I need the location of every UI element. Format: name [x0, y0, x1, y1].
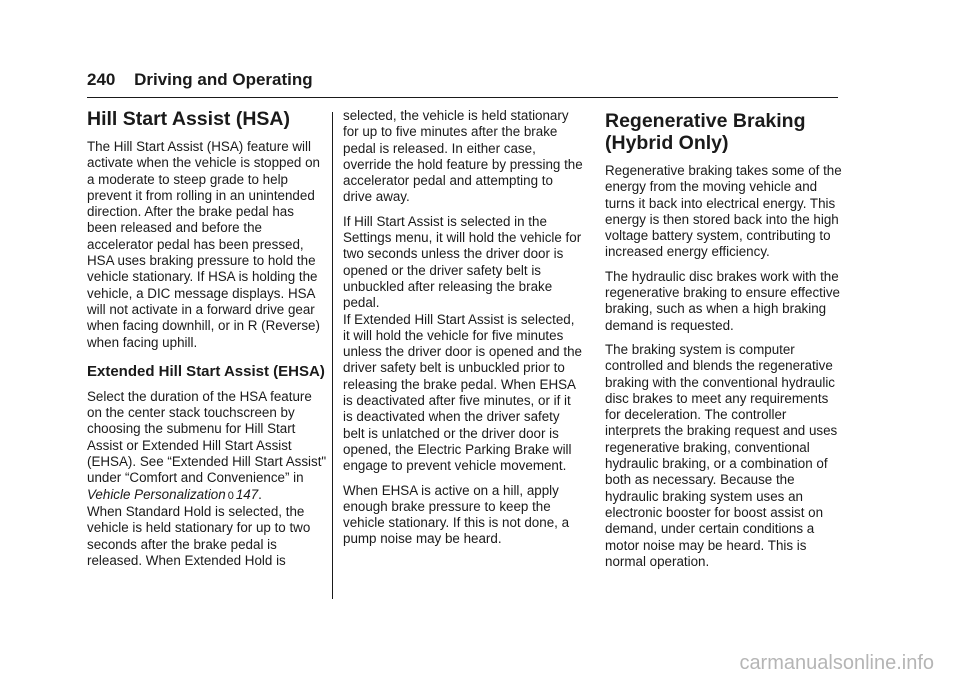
- regen-paragraph-2: The hydraulic disc brakes work with the regenerative braking to ensure effective braking, such as when a high braking demand is requested.: [605, 268, 840, 333]
- hsa-heading: Hill Start Assist (HSA): [87, 108, 290, 130]
- column-right: [605, 108, 845, 578]
- header-rule: [87, 97, 838, 98]
- ehsa-paragraph: [87, 389, 327, 504]
- standard-hold-paragraph: When Standard Hold is selected, the vehicle is held stationary for up to two seconds after the brake pedal is released. When Extended Hold is: [87, 503, 311, 568]
- personalization-link[interactable]: Vehicle Personalization: [87, 486, 226, 502]
- hsa-paragraph: The Hill Start Assist (HSA) feature will activate when the vehicle is stopped on a moderate to steep grade to help prevent it from rolling in an unintended direction. After the brake pedal has been released and before the accelerator pedal has been pressed, HSA uses braking pressure to hold the vehicle stationary. If HSA is holding the vehicle, a DIC message displays. HSA will not activate in a forward drive gear when facing downhill, or in R (Reverse) when facing uphill.: [87, 139, 320, 350]
- ehsa-heading: Extended Hill Start Assist (EHSA): [87, 362, 325, 380]
- page-header: [87, 70, 313, 90]
- regen-heading: Regenerative Braking (Hybrid Only): [605, 110, 806, 154]
- hsa-settings-paragraph: If Hill Start Assist is selected in the Settings menu, it will hold the vehicle for two seconds unless the driver door is opened or the driver safety belt is unbuckled after releasing the brake pedal.: [343, 213, 582, 311]
- page-ref-arrow-icon: 0: [227, 489, 234, 502]
- page-number: 240: [87, 70, 116, 89]
- section-title: Driving and Operating: [134, 70, 313, 89]
- regen-paragraph-1: Regenerative braking takes some of the energy from the moving vehicle and turns it back into electrical energy. This energy is then stored back into the high voltage battery system, contributing to increased energy efficiency.: [605, 163, 842, 260]
- ehsa-text-end: .: [258, 486, 262, 502]
- ehsa-settings-paragraph: If Extended Hill Start Assist is selected, it will hold the vehicle for five minutes unless the driver door is opened and the driver safety belt is unbuckled prior to releasing the brake pedal. When EHSA is deactivated after five minutes, or if it is deactivated when the driver safety belt is unlatched or the driver door is opened, the Electric Parking Brake will engage to prevent vehicle movement.: [343, 311, 582, 474]
- column-middle: [343, 108, 583, 556]
- hold-paragraph: selected, the vehicle is held stationary for up to five minutes after the brake pedal is released. In either case, override the hold feature by pressing the accelerator pedal and attempting to drive away.: [343, 108, 583, 205]
- ehsa-hill-paragraph: When EHSA is active on a hill, apply enough brake pressure to keep the vehicle stationary. If this is not done, a pump noise may be heard.: [343, 482, 570, 547]
- regen-paragraph-3: The braking system is computer controlled and blends the regenerative braking with the conventional hydraulic disc brakes to meet any requirements for deceleration. The controller interprets the braking request and uses regenerative braking, conventional hydraulic braking, or a combination of both as necessary. Because the hydraulic braking system uses an electronic booster for boost assist on demand, under certain conditions a motor noise may be heard. This is normal operation.: [605, 341, 838, 569]
- watermark: carmanualsonline.info: [739, 652, 934, 674]
- page-ref-number[interactable]: 147: [235, 486, 259, 502]
- column-left: [87, 108, 327, 577]
- column-divider: [332, 112, 333, 599]
- ehsa-text: Select the duration of the HSA feature on the center stack touchscreen by choosing the submenu for Hill Start Assist or Extended Hill Start Assist (EHSA). See “Extended Hill Start Assist" under “Comfort and Convenience” in: [87, 388, 327, 486]
